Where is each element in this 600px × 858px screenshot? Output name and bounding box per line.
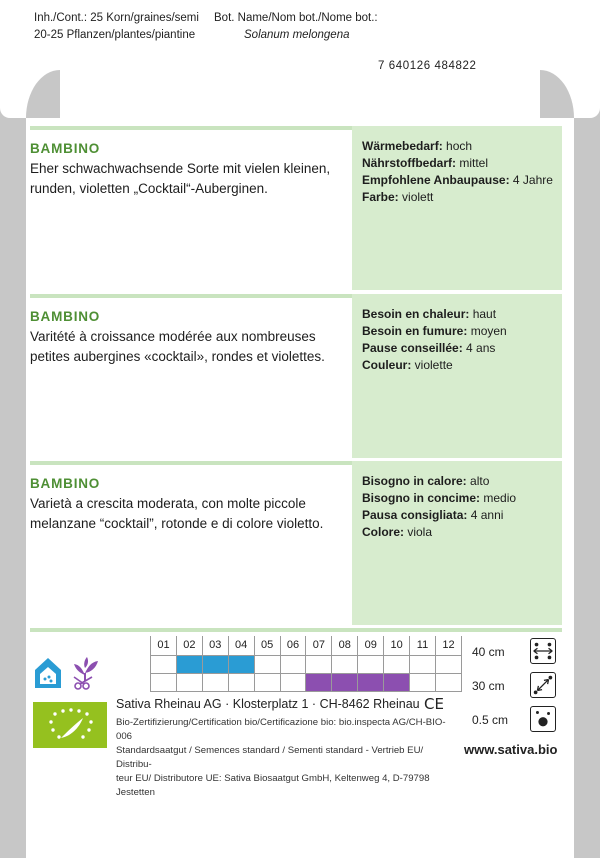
variety-title: BAMBINO [30,476,101,491]
property-row: Colore: viola [362,525,433,539]
calendar-harvest-cell [435,673,461,691]
calendar-harvest-cell [280,673,306,691]
variety-properties [362,138,553,206]
calendar-month-label: 04 [228,636,254,655]
calendar-month-label: 03 [202,636,228,655]
property-row: Nährstoffbedarf: mittel [362,156,489,170]
calendar-month-label: 01 [151,636,177,655]
botanical-name-value: Solanum melongena [244,29,350,41]
variety-block-fr [30,294,562,458]
botanical-name-label: Bot. Name/Nom bot./Nome bot.: [214,12,378,24]
sowing-calendar [150,636,462,692]
calendar-sowing-cell [410,655,436,673]
calendar-harvest-cell [202,673,228,691]
variety-description: Eher schwachwachsende Sorte mit vielen kleinen, runden, violetten „Cocktail“-Auberginen. [30,161,331,196]
content-line-2: 20-25 Pflanzen/plantes/piantine [34,29,196,41]
legal-line: Standardsaatgut / Semences standard / Sementi standard - Vertrieb EU/ Distribu- [116,745,424,770]
greenhouse-icon [33,656,63,690]
company-address: Sativa Rheinau AG · Klosterplatz 1 · CH-8462 Rheinau [116,697,420,711]
calendar-sowing-cell [176,655,202,673]
calendar-month-label: 09 [358,636,384,655]
variety-description: Varietà a crescita moderata, con molte piccole melanzane “cocktail”, rotonde e di colore violetto. [30,496,324,531]
calendar-separator [30,628,562,632]
calendar-sowing-cell [254,655,280,673]
calendar-harvest-cell [254,673,280,691]
calendar-sowing-cell [306,655,332,673]
calendar-month-label: 10 [384,636,410,655]
eu-organic-logo [33,702,107,748]
calendar-harvest-cell [332,673,358,691]
property-row: Bisogno in calore: alto [362,474,490,488]
property-row: Besoin en fumure: moyen [362,324,507,338]
website-link[interactable]: www.sativa.bio [464,742,558,757]
variety-properties [362,306,507,374]
sowing-depth-icon [530,706,556,732]
calendar-harvest-cell [384,673,410,691]
calendar-harvest-cell [358,673,384,691]
barcode-number: 7 640126 484822 [378,60,477,72]
content-line-1: Inh./Cont.: 25 Korn/graines/semi [34,12,199,24]
calendar-month-label: 02 [176,636,202,655]
calendar-harvest-cell [151,673,177,691]
calendar-sowing-cell [384,655,410,673]
row-spacing-icon [530,638,556,664]
calendar-sowing-cell [358,655,384,673]
calendar-harvest-cell [410,673,436,691]
calendar-sowing-cell [332,655,358,673]
calendar-harvest-row [151,673,462,691]
calendar-sowing-cell [280,655,306,673]
legal-text [116,716,456,800]
plant-spacing-icon [530,672,556,698]
variety-block-it [30,461,562,625]
calendar-sowing-cell [228,655,254,673]
property-row: Couleur: violette [362,358,453,372]
variety-title: BAMBINO [30,309,101,324]
variety-title: BAMBINO [30,141,101,156]
ce-mark-icon: CE [424,695,444,713]
botanical-name [214,10,378,44]
plant-scissors-icon [70,655,100,691]
calendar-harvest-cell [306,673,332,691]
variety-properties [362,473,516,541]
calendar-month-label: 06 [280,636,306,655]
variety-description: Varitété à croissance modérée aux nombreuses petites aubergines «cocktail», rondes et violettes. [30,329,325,364]
calendar-sowing-cell [151,655,177,673]
calendar-harvest-cell [228,673,254,691]
calendar-sowing-cell [202,655,228,673]
row-spacing-value: 40 cm [472,645,505,659]
property-row: Pause conseillée: 4 ans [362,341,496,355]
calendar-sowing-cell [435,655,461,673]
calendar-month-label: 05 [254,636,280,655]
property-row: Besoin en chaleur: haut [362,307,497,321]
calendar-month-label: 11 [410,636,436,655]
legal-line: teur EU/ Distributore UE: Sativa Biosaatgut GmbH, Keltenweg 4, D-79798 Jestetten [116,773,430,798]
property-row: Pausa consigliata: 4 anni [362,508,504,522]
variety-block-de [30,126,562,290]
property-row: Bisogno in concime: medio [362,491,517,505]
plant-spacing-value: 30 cm [472,679,505,693]
property-row: Wärmebedarf: hoch [362,139,473,153]
calendar-month-label: 08 [332,636,358,655]
calendar-harvest-cell [176,673,202,691]
property-row: Farbe: violett [362,190,434,204]
calendar-sowing-row [151,655,462,673]
calendar-month-label: 12 [435,636,461,655]
calendar-month-label: 07 [306,636,332,655]
sowing-depth-value: 0.5 cm [472,713,509,727]
content-info [34,10,199,44]
property-row: Empfohlene Anbaupause: 4 Jahre [362,173,553,187]
calendar-month-row [151,636,462,655]
legal-line: Bio-Zertifizierung/Certification bio/Certificazione bio: bio.inspecta AG/CH-BIO-006 [116,717,446,742]
